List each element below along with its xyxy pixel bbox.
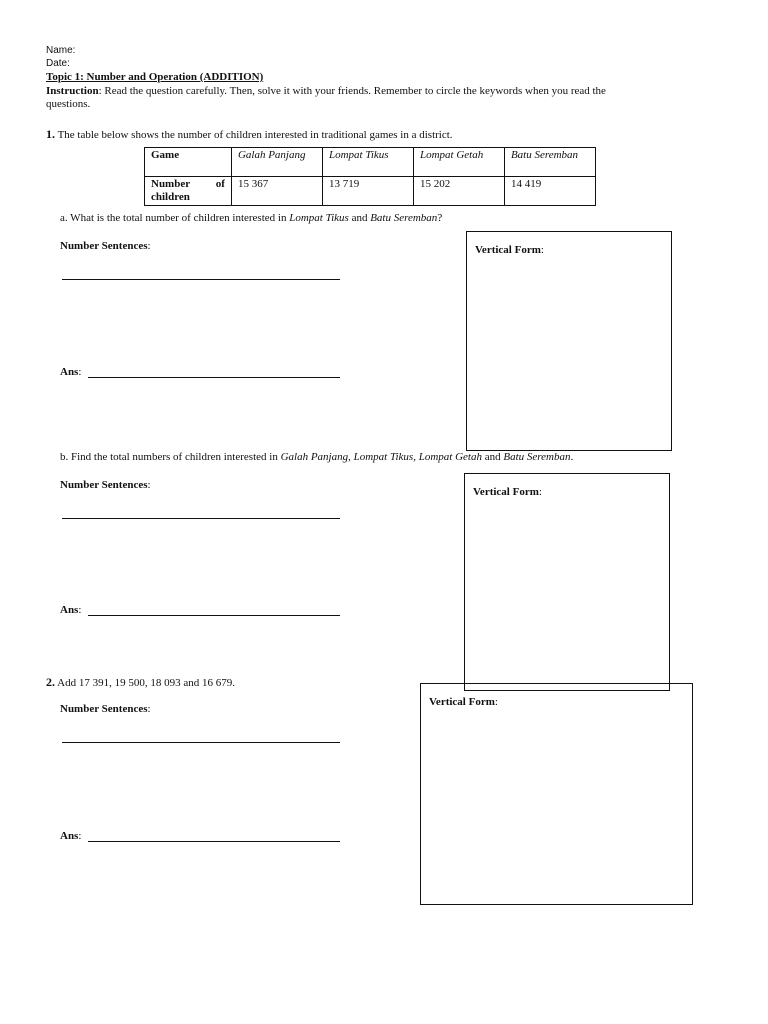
- colon: :: [147, 479, 151, 491]
- colon: :: [538, 486, 542, 498]
- ans-text: Ans: [60, 366, 79, 378]
- instruction-text: : Read the question carefully. Then, solve it with your friends. Remember to circle the keywords when you read the: [98, 85, 606, 97]
- number-sentences-label: [60, 703, 151, 715]
- instruction-label: Instruction: [46, 85, 99, 97]
- vertical-form-text: Vertical Form: [429, 696, 495, 708]
- question-1-number: 1.: [46, 127, 55, 141]
- table-row: [145, 148, 596, 177]
- number-sentences-text: Number Sentences: [60, 703, 148, 715]
- ans-line[interactable]: [88, 615, 340, 616]
- question-2-number: 2.: [46, 675, 55, 689]
- instruction: [46, 85, 726, 97]
- colon: :: [78, 830, 82, 842]
- game-name: Lompat Tikus: [353, 451, 414, 463]
- vertical-form-text: Vertical Form: [475, 244, 541, 256]
- answer-line[interactable]: [62, 742, 340, 743]
- question-1b: [60, 451, 573, 463]
- row-label-part: of: [215, 178, 225, 190]
- game-name: Lompat Getah: [419, 149, 484, 161]
- colon: :: [78, 366, 82, 378]
- game-name: Lompat Tikus: [289, 212, 349, 224]
- question-1b-text: ,: [413, 451, 419, 463]
- question-1b-text: ,: [348, 451, 354, 463]
- game-name: Lompat Tikus: [328, 149, 389, 161]
- games-table: [144, 147, 596, 206]
- table-header-cell: Game: [145, 148, 232, 177]
- vertical-form-label: [473, 486, 542, 498]
- vertical-form-text: Vertical Form: [473, 486, 539, 498]
- table-cell: 13 719: [322, 177, 413, 206]
- question-1-text: The table below shows the number of children interested in traditional games in a district.: [57, 129, 453, 141]
- colon: :: [147, 703, 151, 715]
- topic-title: Topic 1: Number and Operation (ADDITION): [46, 71, 264, 83]
- colon: :: [78, 604, 82, 616]
- table-cell: 15 202: [413, 177, 504, 206]
- number-sentences-label: [60, 479, 151, 491]
- vertical-form-box[interactable]: [464, 473, 670, 691]
- row-label-part: Number: [151, 178, 191, 190]
- table-header-cell: [145, 177, 232, 206]
- ans-label: [60, 604, 81, 616]
- table-cell: [504, 148, 595, 177]
- table-cell: [413, 148, 504, 177]
- question-1b-text: and: [481, 451, 504, 463]
- question-2-text: Add 17 391, 19 500, 18 093 and 16 679.: [57, 677, 235, 689]
- table-cell: 14 419: [504, 177, 595, 206]
- question-1: [46, 127, 453, 142]
- ans-label: [60, 830, 81, 842]
- ans-line[interactable]: [88, 377, 340, 378]
- question-1a-text: and: [348, 212, 371, 224]
- game-name: Batu Seremban: [370, 212, 438, 224]
- row-label-part: children: [151, 191, 190, 203]
- table-cell: 15 367: [231, 177, 322, 206]
- question-2: [46, 675, 235, 690]
- ans-text: Ans: [60, 604, 79, 616]
- vertical-form-box[interactable]: [420, 683, 693, 905]
- vertical-form-box[interactable]: [466, 231, 672, 451]
- game-name: Batu Seremban: [510, 149, 579, 161]
- colon: :: [147, 240, 151, 252]
- game-name: Galah Panjang: [280, 451, 349, 463]
- name-label: Name:: [46, 45, 76, 56]
- instruction-continued: questions.: [46, 98, 91, 110]
- game-name: Galah Panjang: [237, 149, 306, 161]
- ans-line[interactable]: [88, 841, 340, 842]
- number-sentences-text: Number Sentences: [60, 479, 148, 491]
- table-row: [145, 177, 596, 206]
- question-1a-text: ?: [437, 212, 443, 224]
- question-1b-text: .: [570, 451, 574, 463]
- question-1a: [60, 212, 442, 224]
- question-1b-text: b. Find the total numbers of children interested in: [60, 451, 281, 463]
- answer-line[interactable]: [62, 518, 340, 519]
- vertical-form-label: [429, 696, 498, 708]
- colon: :: [494, 696, 498, 708]
- game-name: Batu Seremban: [503, 451, 571, 463]
- date-label: Date:: [46, 58, 70, 69]
- colon: :: [540, 244, 544, 256]
- answer-line[interactable]: [62, 279, 340, 280]
- vertical-form-label: [475, 244, 544, 256]
- ans-text: Ans: [60, 830, 79, 842]
- number-sentences-label: [60, 240, 151, 252]
- game-name: Lompat Getah: [418, 451, 482, 463]
- table-cell: [322, 148, 413, 177]
- number-sentences-text: Number Sentences: [60, 240, 148, 252]
- ans-label: [60, 366, 81, 378]
- question-1a-text: a. What is the total number of children interested in: [60, 212, 290, 224]
- table-cell: [231, 148, 322, 177]
